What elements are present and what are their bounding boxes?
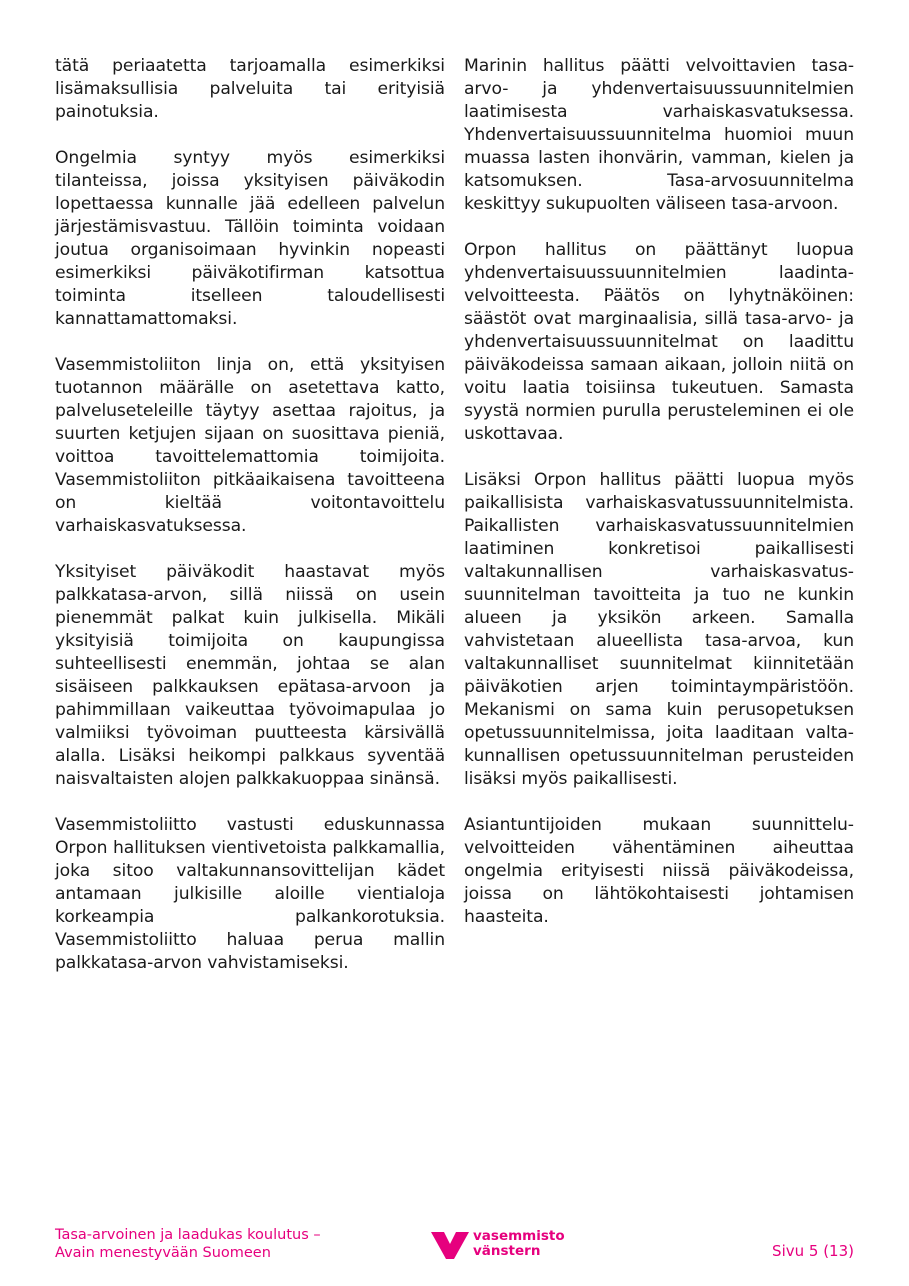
paragraph: Ongelmia syntyy myös esimerkiksi tilanteissa, joissa yksityisen päiväkodin lopettaessa kunnalle jää edelleen palvelun järjestämisvastuu. Tällöin toiminta voidaan joutua organisoimaan hyvinkin nopeasti esimerkiksi päiväkotifirman katsottua toiminta itselleen taloudellisesti kannattamattomaksi.	[55, 148, 445, 329]
paragraph: Lisäksi Orpon hallitus päätti luopua myös paikallisista varhaiskasvatussuunnitelmista. Paikallisten varhaiskasvatussuunnitelmien laatiminen konkretisoi paikallisesti valtakunnallisen varhaiskasvatussuunnitelman tavoitteita ja tuo ne kunkin alueen ja yksikön arkeen. Samalla vahvistetaan alueellista tasa-arvoa, kun valtakunnalliset suunnitelmat kiinnitetään päiväkotien arjen toimintaympäristöön. Mekanismi on sama kuin perusopetuksen opetussuunnitelmissa, joita laaditaan valtakunnallisen opetussuunnitelman perusteiden lisäksi myös paikallisesti.	[464, 470, 854, 789]
paragraph: Yksityiset päiväkodit haastavat myös palkkatasa-arvon, sillä niissä on usein pienemmät palkat kuin julkisella. Mikäli yksityisiä toimijoita on kaupungissa suhteellisesti enemmän, johtaa se alan sisäiseen palkkauksen epätasa-arvoon ja pahimmillaan vaikeuttaa työvoimapulaa jo valmiiksi työvoiman puutteesta kärsivällä alalla. Lisäksi heikompi palkkaus syventää naisvaltaisten alojen palkkakuoppaa sinänsä.	[55, 562, 445, 789]
document-title	[55, 1226, 355, 1262]
logo-wordmark	[473, 1229, 565, 1259]
document-title-line: Tasa-arvoinen ja laadukas koulutus –	[55, 1227, 321, 1243]
page-number: Sivu 5 (13)	[772, 1242, 854, 1260]
paragraph: Marinin hallitus päätti velvoittavien tasa-arvo- ja yhdenvertaisuussuunnitelmien laatimisesta varhaiskasvatuksessa. Yhdenvertaisuussuunnitelma huomioi muun muassa lasten ihonvärin, vamman, kielen ja katsomuksen. Tasa-arvosuunnitelma keskittyy sukupuolten väliseen tasa-arvoon.	[464, 56, 854, 214]
paragraph: Orpon hallitus on päättänyt luopua yhdenvertaisuussuunnitelmien laadintavelvoitteesta. Päätös on lyhytnäköinen: säästöt ovat marginaalisia, sillä tasa-arvo- ja yhdenvertaisuussuunnitelmat on laadittu päiväkodeissa samaan aikaan, jolloin niitä on voitu laatia toisiinsa tukeutuen. Samasta syystä normien purulla perusteleminen ei ole uskottavaa.	[464, 240, 854, 444]
right-column	[464, 55, 854, 952]
paragraph: Vasemmistoliitto vastusti eduskunnassa Orpon hallituksen vientivetoista palkkamallia, joka sitoo valtakunnansovittelijan kädet antamaan julkisille aloille vientialoja korkeampia palkankorotuksia. Vasemmistoliitto haluaa perua mallin palkkatasa-arvon vahvistamiseksi.	[55, 815, 445, 973]
document-title-line: Avain menestyvään Suomeen	[55, 1245, 271, 1261]
paragraph: tätä periaatetta tarjoamalla esimerkiksi lisämaksullisia palveluita tai erityisiä painotuksia.	[55, 56, 445, 122]
page-footer	[55, 1226, 854, 1266]
paragraph: Asiantuntijoiden mukaan suunnitteluvelvoitteiden vähentäminen aiheuttaa ongelmia erityisesti niissä päiväkodeissa, joissa on lähtökohtaisesti johtamisen haasteita.	[464, 815, 854, 927]
left-column	[55, 55, 445, 998]
logo-wordmark-line: vänstern	[473, 1243, 541, 1259]
v-logo-icon	[431, 1228, 469, 1260]
logo-wordmark-line: vasemmisto	[473, 1228, 565, 1244]
vasemmisto-logo	[431, 1226, 571, 1260]
paragraph: Vasemmistoliiton linja on, että yksityisen tuotannon määrälle on asetettava katto, palveluseteleille täytyy asettaa rajoitus, ja suurten ketjujen sijaan on suosittava pieniä, voittoa tavoittelemattomia toimijoita. Vasemmistoliiton pitkäaikaisena tavoitteena on kieltää voitontavoittelu varhaiskasvatuksessa.	[55, 355, 445, 536]
